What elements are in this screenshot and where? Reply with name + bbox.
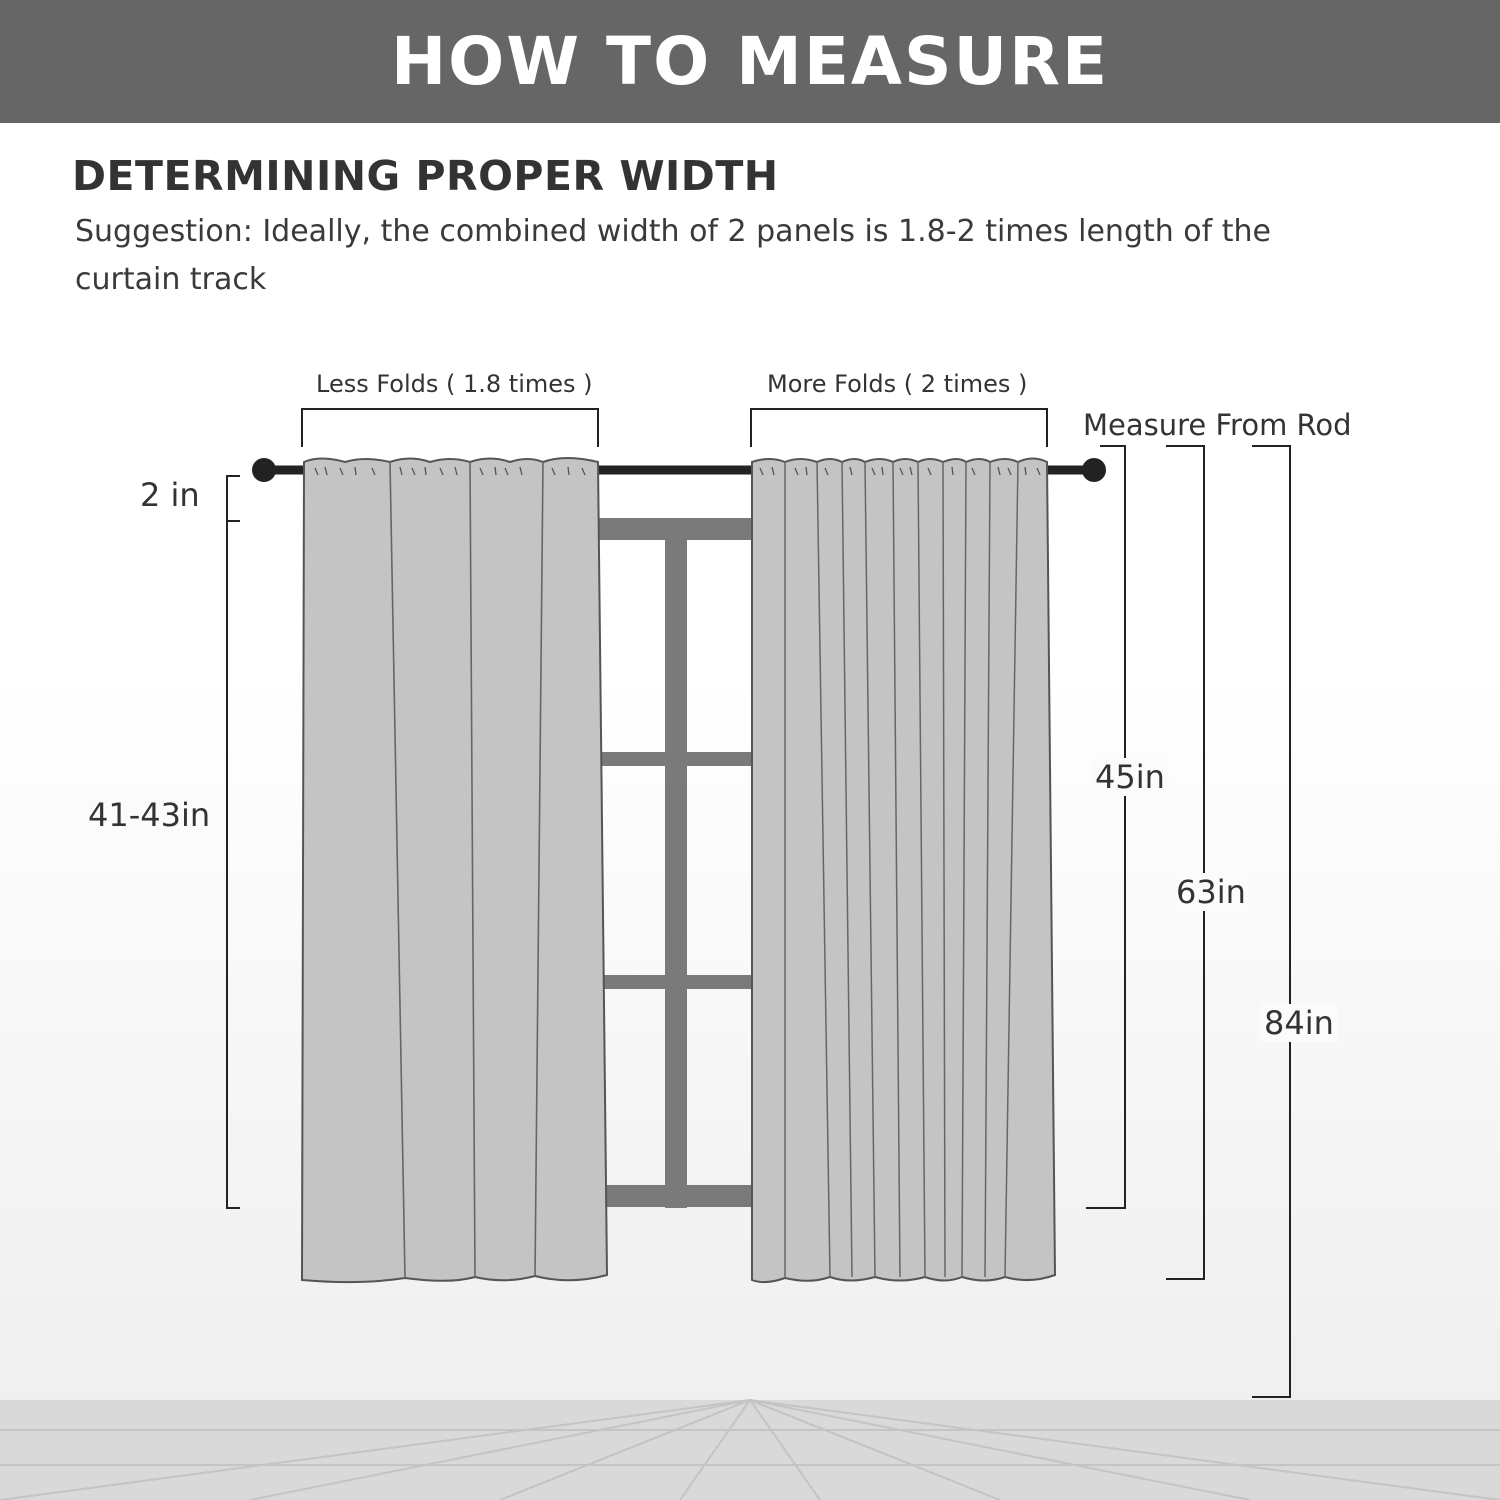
page-title: HOW TO MEASURE: [390, 23, 1110, 100]
window-drop-label: 41-43in: [84, 796, 214, 834]
short-length-label: 45in: [1091, 758, 1169, 796]
more-folds-label: More Folds ( 2 times ): [767, 370, 1028, 398]
measure-from-rod-label: Measure From Rod: [1083, 408, 1352, 442]
window-frame: [590, 518, 760, 1208]
header-height-dimension-line: [227, 476, 240, 521]
section-title: DETERMINING PROPER WIDTH: [72, 152, 779, 200]
right-curtain-panel: [752, 459, 1055, 1283]
window-drop-dimension-line: [227, 521, 240, 1208]
floor: [0, 1400, 1500, 1500]
left-curtain-panel: [302, 458, 607, 1282]
long-length-label: 84in: [1260, 1004, 1338, 1042]
medium-length-label: 63in: [1172, 873, 1250, 911]
less-folds-label: Less Folds ( 1.8 times ): [316, 370, 593, 398]
header-height-label: 2 in: [140, 476, 200, 514]
long-length-dimension-line: [1252, 446, 1290, 1397]
less-folds-bracket: [302, 409, 598, 447]
medium-length-dimension-line: [1166, 446, 1204, 1279]
suggestion-text: Suggestion: Ideally, the combined width of 2 panels is 1.8-2 times length of the curtain track: [75, 214, 1271, 297]
more-folds-bracket: [751, 409, 1047, 447]
short-length-dimension-line: [1086, 446, 1125, 1208]
